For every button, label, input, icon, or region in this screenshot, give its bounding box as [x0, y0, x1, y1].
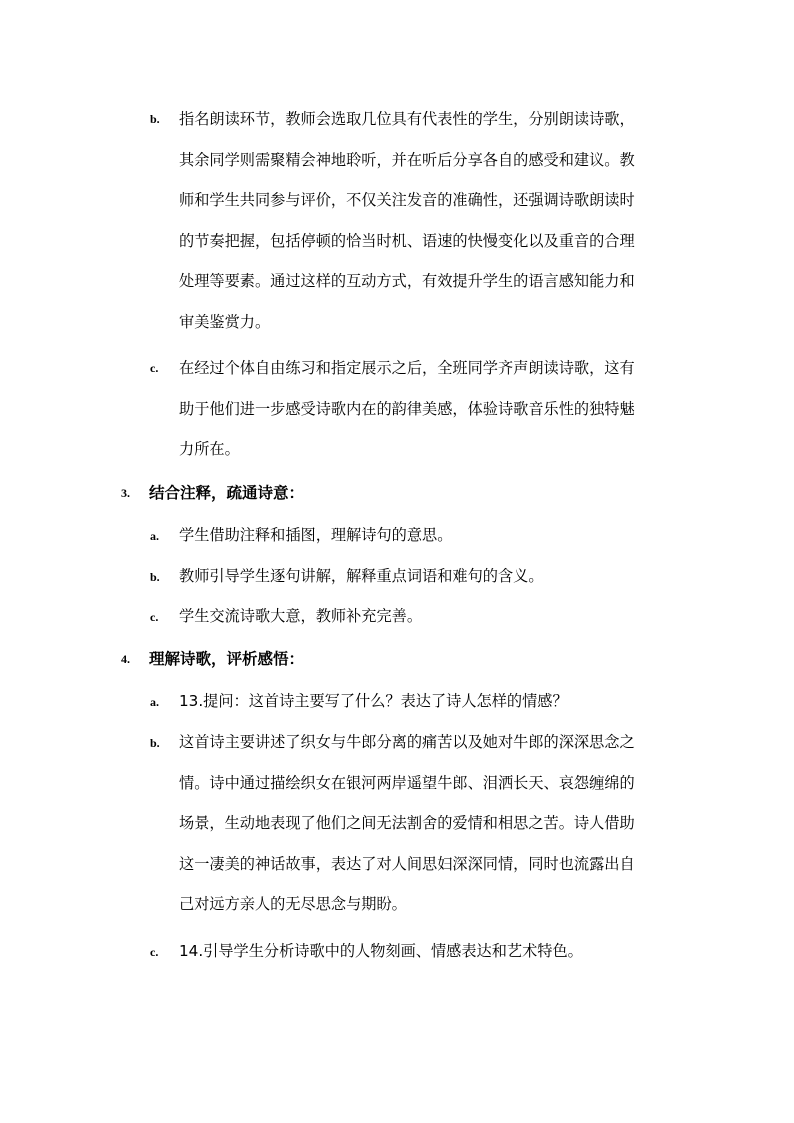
- list-marker: c.: [150, 610, 159, 624]
- text-line: 场景，生动地表现了他们之间无法割舍的爱情和相思之苦。诗人借助: [179, 814, 635, 832]
- text-line: 的节奏把握，包括停顿的恰当时机、语速的快慢变化以及重音的合理: [179, 231, 635, 250]
- text-line: 其余同学则需聚精会神地聆听，并在听后分享各自的感受和建议。教: [179, 150, 635, 169]
- list-item-text: [179, 515, 679, 556]
- section-number: 3.: [121, 486, 130, 500]
- text-line: 14.引导学生分析诗歌中的人物刻画、情感表达和艺术特色。: [179, 942, 583, 960]
- text-line: 己对远方亲人的无尽思念与期盼。: [179, 895, 407, 913]
- text-line: 在经过个体自由练习和指定展示之后，全班同学齐声朗读诗歌，这有: [179, 359, 635, 377]
- list-marker: c.: [150, 361, 159, 375]
- list-marker: b.: [150, 112, 160, 126]
- list-item-text: [179, 556, 679, 597]
- text-line: 审美鉴赏力。: [179, 312, 271, 331]
- list-item-text: [179, 681, 679, 722]
- section-title: 结合注释，疏通诗意：: [149, 484, 305, 502]
- text-line: 师和学生共同参与评价，不仅关注发音的准确性，还强调诗歌朗读时: [179, 191, 635, 209]
- text-line: 力所在。: [179, 440, 240, 458]
- text-line: 学生借助注释和插图，理解诗句的意思。: [179, 526, 453, 544]
- text-line: 学生交流诗歌大意，教师补充完善。: [179, 607, 422, 625]
- text-line: 这首诗主要讲述了织女与牛郎分离的痛苦以及她对牛郎的深深思念之: [179, 733, 635, 751]
- text-line: 指名朗读环节，教师会选取几位具有代表性的学生，分别朗读诗歌，: [179, 110, 635, 128]
- section-title: 理解诗歌，评析感悟：: [149, 650, 305, 668]
- list-marker: a.: [150, 695, 159, 709]
- list-marker: c.: [150, 945, 159, 959]
- list-marker: b.: [150, 736, 160, 750]
- text-line: 情。诗中通过描绘织女在银河两岸遥望牛郎、泪洒长天、哀怨缠绵的: [179, 773, 635, 792]
- text-line: 教师引导学生逐句讲解，解释重点词语和难句的含义。: [179, 567, 544, 585]
- list-item-text: [179, 348, 679, 470]
- text-line: 助于他们进一步感受诗歌内在的韵律美感，体验诗歌音乐性的独特魅: [179, 399, 635, 418]
- list-marker: a.: [150, 529, 159, 543]
- text-line: 这一凄美的神话故事，表达了对人间思妇深深同情，同时也流露出自: [179, 854, 635, 873]
- text-line: 13.提问：这首诗主要写了什么？表达了诗人怎样的情感？: [179, 692, 568, 710]
- section-number: 4.: [121, 652, 130, 666]
- list-item-text: [179, 722, 679, 925]
- list-item-text: [179, 99, 679, 342]
- text-line: 处理等要素。通过这样的互动方式，有效提升学生的语言感知能力和: [179, 272, 635, 290]
- list-marker: b.: [150, 570, 160, 584]
- list-item-text: [179, 596, 679, 637]
- list-item-text: [179, 931, 679, 972]
